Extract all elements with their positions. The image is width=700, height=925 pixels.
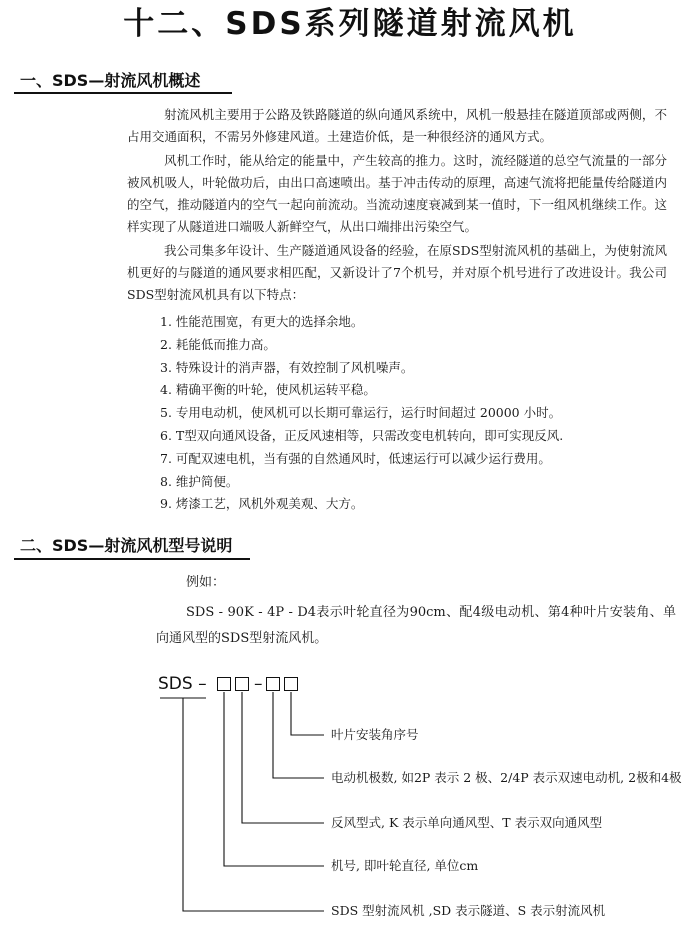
feature-item: 7. 可配双速电机，当有强的自然通风时，低速运行可以减少运行费用。 xyxy=(160,450,551,466)
code-box-blade-angle xyxy=(284,677,298,691)
feature-item: 9. 烤漆工艺，风机外观美观、大方。 xyxy=(160,496,364,512)
section-1-heading: 一、SDS—射流风机概述 xyxy=(20,71,201,90)
intro-paragraph-1 xyxy=(127,104,667,148)
legend-machine-number: 机号, 即叶轮直径, 单位cm xyxy=(331,858,479,873)
page-title: 十二、SDS系列隧道射流风机 xyxy=(123,6,577,42)
section-2-underline xyxy=(14,558,250,560)
legend-series-prefix: SDS 型射流风机 ,SD 表示隧道、S 表示射流风机 xyxy=(331,903,606,918)
feature-item: 8. 维护简便。 xyxy=(160,473,239,489)
example-text xyxy=(156,600,676,652)
intro-paragraph-1-text: 射流风机主要用于公路及铁路隧道的纵向通风系统中，风机一般悬挂在隧道顶部或两侧，不占用交通面积，不需另外修建风道。土建造价低，是一种很经济的通风方式。 xyxy=(127,107,667,144)
feature-item: 2. 耗能低而推力高。 xyxy=(160,336,276,352)
example-text-body: SDS - 90K - 4P - D4表示叶轮直径为90cm、配4级电动机、第4种叶片安装角、单向通风型的SDS型射流风机。 xyxy=(156,605,676,646)
leader-line-prefix xyxy=(183,698,324,911)
leader-line-airflow-type xyxy=(242,692,324,823)
feature-item: 3. 特殊设计的消声器，有效控制了风机噪声。 xyxy=(160,359,414,375)
example-label: 例如： xyxy=(186,575,226,590)
code-box-airflow-type xyxy=(235,677,249,691)
leader-line-blade-angle xyxy=(291,692,324,735)
code-box-machine-number xyxy=(217,677,231,691)
intro-paragraph-2-text: 风机工作时，能从给定的能量中，产生较高的推力。这时，流经隧道的总空气流量的一部分被风机吸人，叶轮做功后，由出口高速喷出。基于冲击传动的原理，高速气流将把能量传给隧道内的空气，推动隧道内的空气一起向前流动。当流动速度衰减到某一值时，下一组风机继续工作。这样实现了从隧道进口端吸人新鲜空气，从出口端排出污染空气。 xyxy=(127,153,667,234)
feature-item: 4. 精确平衡的叶轮，使风机运转平稳。 xyxy=(160,382,376,398)
model-code-prefix: SDS – xyxy=(158,674,207,694)
feature-item: 6. T型双向通风设备，正反风速相等，只需改变电机转向，即可实现反风. xyxy=(160,427,564,443)
feature-item: 5. 专用电动机，使风机可以长期可靠运行，运行时间超过 20000 小时。 xyxy=(160,405,562,421)
intro-paragraph-2 xyxy=(127,150,667,238)
legend-motor-poles: 电动机极数, 如2P 表示 2 极、2/4P 表示双速电动机, 2极和4极 xyxy=(331,770,682,785)
leader-line-motor-poles xyxy=(273,692,324,778)
section-2-heading: 二、SDS—射流风机型号说明 xyxy=(20,536,233,555)
intro-paragraph-3-text: 我公司集多年设计、生产隧道通风设备的经验，在原SDS型射流风机的基础上，为使射流风机更好的与隧道的通风要求相匹配，又新设计了7个机号，并对原个机号进行了改进设计。我公司SDS型射流风机具有以下特点： xyxy=(127,243,667,302)
code-box-motor-poles xyxy=(266,677,280,691)
intro-paragraph-3 xyxy=(127,240,667,306)
code-separator: – xyxy=(254,674,263,694)
section-1-underline xyxy=(14,92,232,94)
leader-line-machine-number xyxy=(224,692,324,866)
feature-list xyxy=(160,311,563,516)
legend-blade-angle: 叶片安装角序号 xyxy=(331,727,419,742)
feature-item: 1. 性能范围宽，有更大的选择余地。 xyxy=(160,314,364,329)
legend-airflow-type: 反风型式, K 表示单向通风型、T 表示双向通风型 xyxy=(331,815,603,830)
